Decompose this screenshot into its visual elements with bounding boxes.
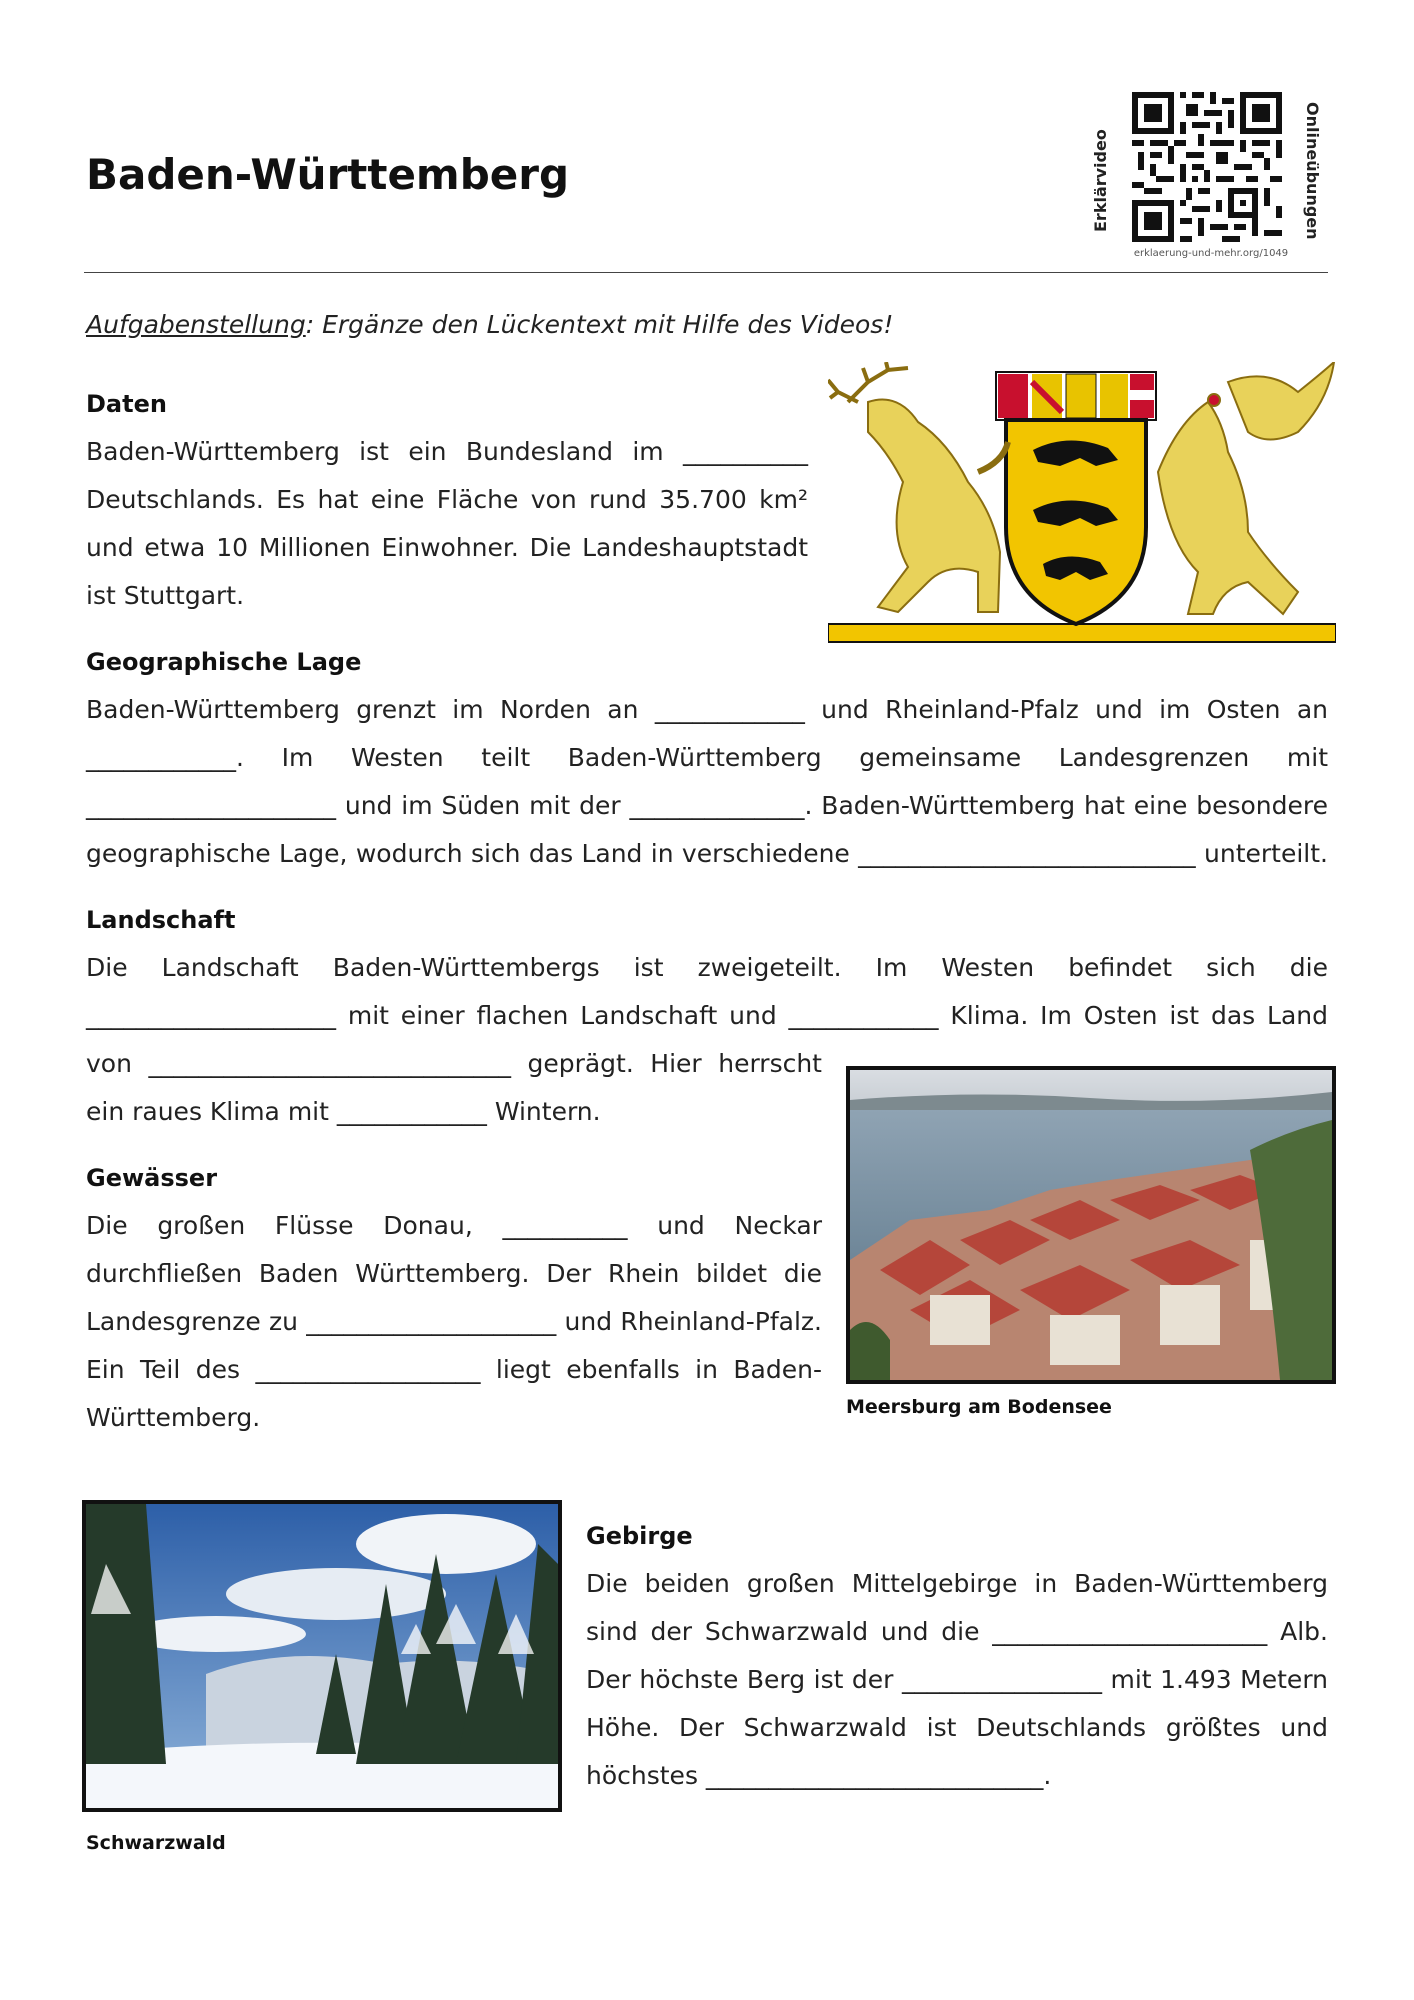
- text-landschaft-narrow: von _____________________________ geprägt. Hier herrscht ein raues Klima mit ____________ Wintern.: [86, 1049, 822, 1126]
- qr-right-label: Onlineübungen: [1303, 102, 1322, 240]
- meersburg-photo: [846, 1066, 1336, 1384]
- text-gebirge: Die beiden großen Mittelgebirge in Baden-Württemberg sind der Schwarzwald und die ______________________ Alb. Der höchste Berg ist der ________________ mit 1.493 Metern Höhe. Der Schwarzwald ist Deutschlands größtes und höchstes ___________________________.: [586, 1569, 1328, 1790]
- coat-of-arms-image: [828, 362, 1336, 644]
- task-instruction: [86, 310, 893, 339]
- heading-daten: Daten: [86, 390, 167, 418]
- heading-gewaesser: Gewässer: [86, 1164, 218, 1192]
- stag-icon: [828, 362, 1008, 612]
- heading-geographische-lage: Geographische Lage: [86, 648, 362, 676]
- schwarzwald-photo: [82, 1500, 562, 1812]
- text-geographische-lage: Baden-Württemberg grenzt im Norden an ____________ und Rheinland-Pfalz und im Osten an ____________. Im Westen teilt Baden-Württemberg gemeinsame Landesgrenzen mit ____________________ und im Süden mit der ______________. Baden-Württemberg hat eine besondere geographische Lage, wodurch sich das Land in verschiedene ___________________________ unterteilt.: [86, 695, 1328, 868]
- qr-right-label-box: [1296, 92, 1326, 252]
- task-label: Aufgabenstellung: [86, 310, 306, 339]
- task-text: : Ergänze den Lückentext mit Hilfe des Videos!: [305, 310, 894, 339]
- caption-meersburg: Meersburg am Bodensee: [846, 1396, 1112, 1418]
- qr-code[interactable]: [1132, 92, 1282, 242]
- heading-gebirge: Gebirge: [586, 1522, 693, 1550]
- crown-icon: [996, 372, 1156, 420]
- text-landschaft-full: Die Landschaft Baden-Württembergs ist zweigeteilt. Im Westen befindet sich die ____________________ mit einer flachen Landschaft und ____________ Klima. Im Osten ist das Land: [86, 953, 1328, 1030]
- page-title: Baden-Württemberg: [86, 150, 570, 199]
- griffin-icon: [1158, 362, 1334, 614]
- qr-left-label-box: [1087, 92, 1117, 242]
- qr-left-label: Erklärvideo: [1091, 129, 1110, 232]
- text-gewaesser: Die großen Flüsse Donau, __________ und Neckar durchfließen Baden Württemberg. Der Rhein bildet die Landesgrenze zu ____________________ und Rheinland-Pfalz. Ein Teil des __________________ liegt ebenfalls in Baden-Württemberg.: [86, 1211, 822, 1432]
- meersburg-illustration: [850, 1070, 1332, 1380]
- caption-schwarzwald: Schwarzwald: [86, 1832, 226, 1854]
- qr-url[interactable]: erklaerung-und-mehr.org/1049: [1133, 248, 1289, 259]
- heading-landschaft: Landschaft: [86, 906, 236, 934]
- schwarzwald-illustration: [86, 1504, 558, 1808]
- header-divider: [84, 272, 1328, 273]
- text-daten: Baden-Württemberg ist ein Bundesland im __________ Deutschlands. Es hat eine Fläche von rund 35.700 km² und etwa 10 Millionen Einwohner. Die Landeshauptstadt ist Stuttgart.: [86, 437, 808, 610]
